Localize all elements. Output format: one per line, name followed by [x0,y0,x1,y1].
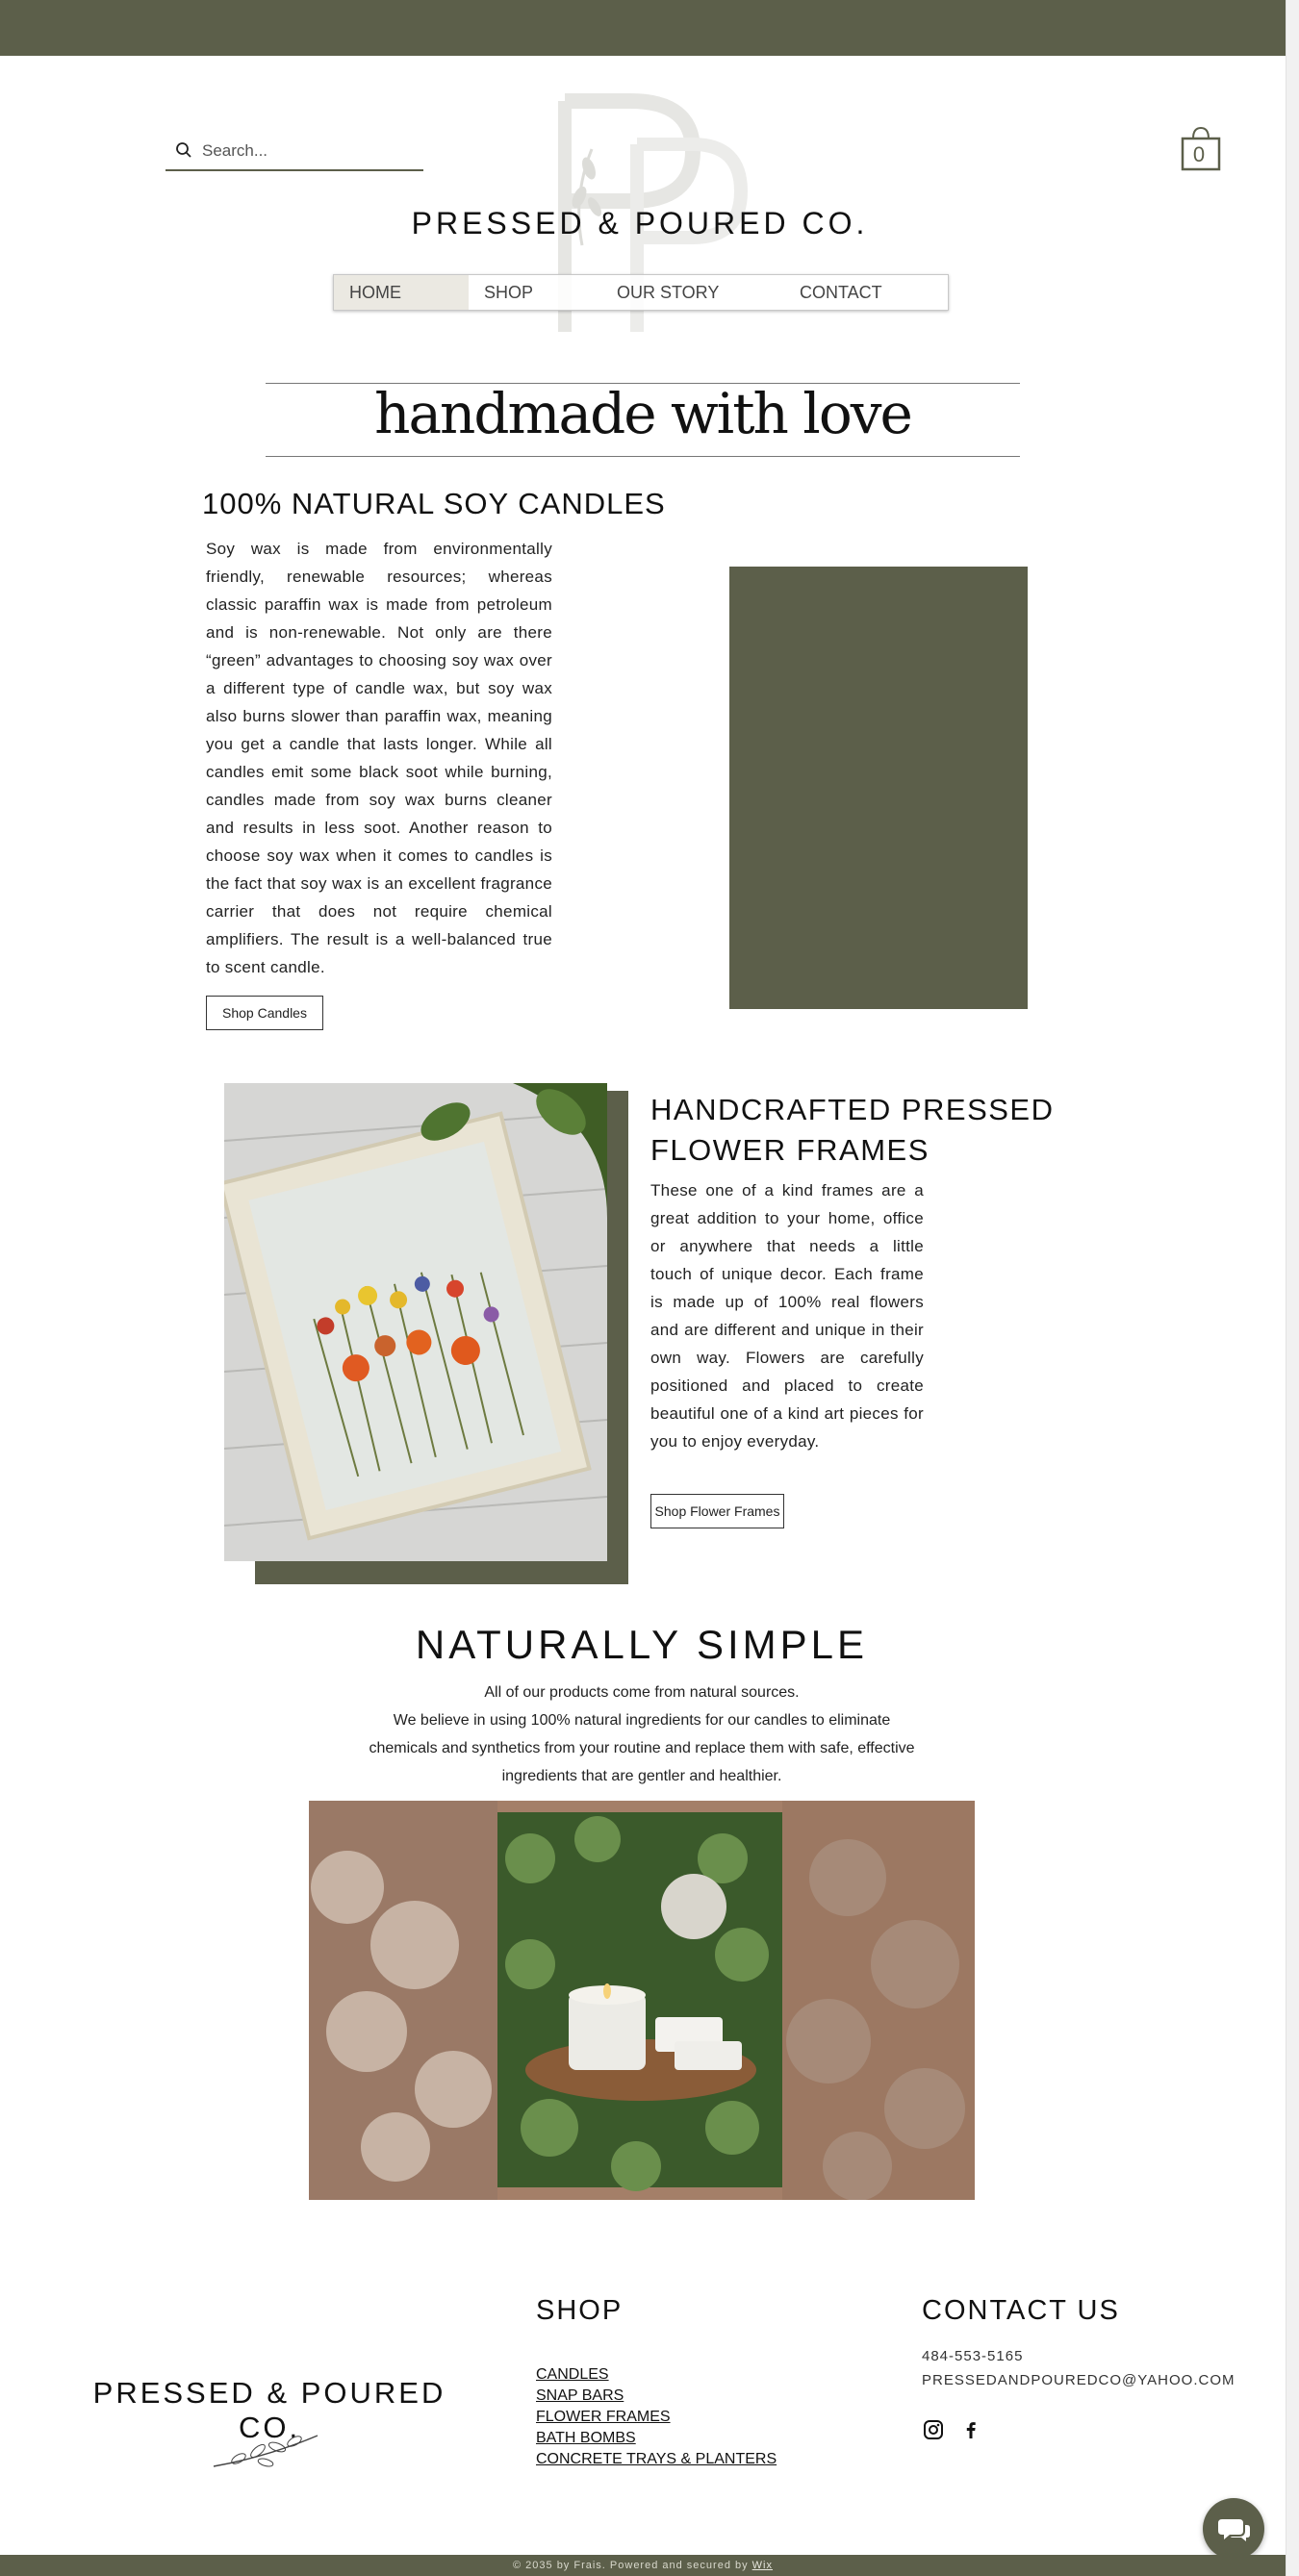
nav-item-home[interactable]: HOME [334,275,469,310]
copyright-text: © 2035 by Frais. Powered and secured by [513,2560,749,2571]
chat-icon [1203,2498,1264,2560]
facebook-icon[interactable] [960,2419,981,2440]
cart-button[interactable] [1180,125,1222,171]
shop-flower-frames-button[interactable]: Shop Flower Frames [650,1494,784,1528]
footer-link-concrete-trays[interactable]: CONCRETE TRAYS & PLANTERS [536,2451,777,2467]
footer-contact-heading: CONTACT US [922,2295,1120,2326]
simple-text [366,1679,918,1790]
footer-link-candles[interactable]: CANDLES [536,2366,609,2383]
main-nav [333,274,949,311]
cart-count: 0 [1192,142,1206,166]
footer-shop-heading: SHOP [536,2295,624,2326]
tagline: handmade with love [374,381,911,446]
flower-frame-photo [224,1083,607,1561]
soy-heading: 100% NATURAL SOY CANDLES [202,487,666,520]
site-title[interactable]: PRESSED & POURED CO. [411,206,869,240]
divider-bottom [266,456,1020,457]
shop-candles-button[interactable]: Shop Candles [206,996,323,1030]
soy-body: Soy wax is made from environmentally friendly, renewable resources; whereas classic paraffin wax is made from petroleum and is non-renewable. Not only are there “green” advantages to choosing soy wax over a different type of candle wax, but soy wax also burns slower than paraffin wax, meaning you get a candle that lasts longer. While all candles emit some black soot while burning, candles made from soy wax burns cleaner and results in less soot. Another reason to choose soy wax when it comes to candles is the fact that soy wax is an excellent fragrance carrier that does not require chemical amplifiers. The result is a well-balanced true to scent candle. [206,540,552,976]
nav-item-contact[interactable]: CONTACT [800,283,882,302]
footer-email[interactable]: PRESSEDANDPOUREDCO@YAHOO.COM [922,2372,1235,2388]
soy-image-placeholder [729,567,1028,1009]
footer-shop-links [536,2364,777,2470]
footer-brand[interactable]: PRESSED & POURED CO. [92,2376,446,2444]
search-box[interactable] [166,131,423,171]
footer-link-flower-frames[interactable]: FLOWER FRAMES [536,2409,671,2425]
footer-link-snap-bars[interactable]: SNAP BARS [536,2387,624,2404]
instagram-icon[interactable] [923,2419,944,2440]
simple-line-1: All of our products come from natural sources. [484,1684,800,1701]
search-input[interactable] [202,139,414,164]
search-icon [175,141,192,159]
simple-heading: NATURALLY SIMPLE [415,1622,869,1667]
copyright-bar [0,2555,1286,2576]
footer-phone[interactable]: 484-553-5165 [922,2348,1024,2364]
top-bar [0,0,1286,56]
candle-collage-photo [309,1801,975,2200]
nav-item-shop[interactable]: SHOP [484,283,534,302]
frames-heading: HANDCRAFTED PRESSED FLOWER FRAMES [650,1093,1055,1167]
sprig-illustration [210,2428,321,2472]
footer-contact-info [922,2344,1235,2392]
chat-button[interactable] [1203,2498,1264,2560]
simple-line-2: We believe in using 100% natural ingredients for our candles to eliminate chemicals and synthetics from your routine and replace them with safe, effective ingredients that are gentler and healthier. [369,1712,915,1784]
wix-link[interactable]: Wix [751,2560,773,2571]
frames-body: These one of a kind frames are a great addition to your home, office or anywhere that needs a little touch of unique decor. Each frame is made up of 100% real flowers and are different and unique in their own way. Flowers are carefully positioned and placed to create beautiful one of a kind art pieces for you to enjoy everyday. [650,1181,924,1451]
page-scrollbar[interactable] [1286,0,1299,2576]
footer-link-bath-bombs[interactable]: BATH BOMBS [536,2430,636,2446]
nav-item-our-story[interactable]: OUR STORY [617,283,720,302]
